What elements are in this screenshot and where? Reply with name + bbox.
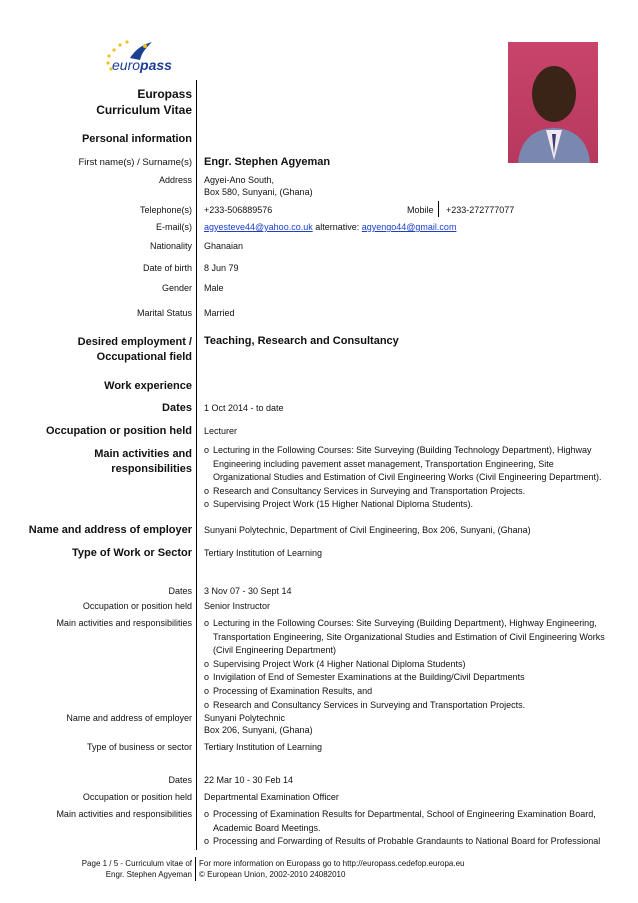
list-item: o Research and Consultancy Services in Surveying and Transportation Projects. [204,699,624,713]
desired-label-line-2: Occupational field [96,351,192,363]
cv-title [96,86,192,118]
list-item: o Lecturing in the Following Courses: Site Surveying (Building Technology Department), Highway Engineering including pavement asset management, Transportation Engineering, Site Organizational Studies and Estimation of Civil Engineering Works (Civil Engineering Department). [204,444,624,485]
footer-page-info [82,858,192,880]
job3-position: Departmental Examination Officer [204,792,339,802]
list-item: o Processing of Examination Results, and [204,685,624,699]
list-item: o Processing of Examination Results for Departmental, School of Engineering Examination Board, Academic Board Meetings. [204,808,624,835]
job2-dates-label: Dates [168,586,192,596]
footer-europass-info [199,858,465,880]
list-item: o Lecturing in the Following Courses: Site Surveying (Building Department), Highway Engineering, Transportation Engineering, Site Organizational Studies and Estimation of Civil Engineering Works (Civil Engineering Department) [204,617,624,658]
job1-occupation-label: Occupation or position held [45,425,192,437]
person-photo-icon [508,42,598,163]
job1-sector: Tertiary Institution of Learning [204,548,323,558]
job3-activities-label: Main activities and responsibilities [56,809,192,819]
gender-label: Gender [161,283,192,293]
marital-label: Marital Status [136,308,192,318]
footer-info-line-1: For more information on Europass go to http://europass.cedefop.europa.eu [199,859,465,868]
title-line-europass: Europass [137,87,192,101]
job2-position: Senior Instructor [204,601,271,611]
column-divider [196,80,197,850]
job1-position: Lecturer [204,426,238,436]
list-item: o Invigilation of End of Semester Examinations at the Building/Civil Departments [204,671,624,685]
email-separator: alternative: [312,222,362,232]
telephone-value: +233-506889576 [204,205,273,215]
job2-activities-list [204,617,624,712]
job2-sector-label: Type of business or sector [86,742,192,752]
footer-divider [195,857,196,881]
desired-label-line-1: Desired employment / [77,336,192,348]
mobile-label: Mobile [407,205,434,215]
list-item: o Supervising Project Work (4 Higher National Diploma Students) [204,658,624,672]
desired-employment-label [78,335,192,365]
email-row [204,222,456,232]
europass-logo [100,38,180,76]
list-item: o Processing and Forwarding of Results of Probable Grandaunts to National Board for Professional [204,835,624,849]
desired-employment-value: Teaching, Research and Consultancy [204,335,399,347]
dob-value: 8 Jun 79 [204,263,239,273]
job2-activities-label: Main activities and responsibilities [56,618,192,628]
list-item: o Supervising Project Work (15 Higher National Diploma Students). [204,498,624,512]
job2-occupation-label: Occupation or position held [82,601,192,611]
list-item: o Research and Consultancy Services in Surveying and Transportation Projects. [204,485,624,499]
gender-value: Male [204,283,224,293]
dob-label: Date of birth [142,263,192,273]
footer-page-line-1: Page 1 / 5 - Curriculum vitae of [81,859,192,868]
profile-photo [508,42,598,163]
name-label: First name(s) / Surname(s) [78,157,192,168]
activities-label-line-1: Main activities and [94,448,192,460]
email-label: E-mail(s) [156,222,192,232]
mobile-divider [438,201,439,217]
job1-employer-label: Name and address of employer [28,524,192,536]
job1-dates-label: Dates [162,402,192,414]
job3-activities-list [204,808,624,849]
email-link-alternative[interactable]: agyengo44@gmail.com [361,222,457,232]
job2-employer-label: Name and address of employer [66,713,192,723]
logo-text-pass: pass [140,57,172,73]
activities-label-line-2: responsibilities [111,463,192,475]
full-name: Engr. Stephen Agyeman [204,156,331,168]
job1-sector-label: Type of Work or Sector [71,547,192,559]
job3-dates-label: Dates [168,775,192,785]
job3-occupation-label: Occupation or position held [82,792,192,802]
section-work-experience: Work experience [104,380,192,392]
job1-activities-list [204,444,624,512]
address-line-2: Box 580, Sunyani, (Ghana) [204,187,313,197]
job2-employer-line-2: Box 206, Sunyani, (Ghana) [204,725,313,735]
marital-value: Married [204,308,235,318]
job1-employer: Sunyani Polytechnic, Department of Civil Engineering, Box 206, Sunyani, (Ghana) [204,525,531,535]
job3-dates: 22 Mar 10 - 30 Feb 14 [204,775,294,785]
job2-dates: 3 Nov 07 - 30 Sept 14 [204,586,292,596]
address-label: Address [158,175,192,185]
footer-info-line-2: © European Union, 2002-2010 24082010 [199,870,346,879]
job2-employer-line-1: Sunyani Polytechnic [204,713,286,723]
telephone-label: Telephone(s) [139,205,192,215]
email-link-primary[interactable]: agyesteve44@yahoo.co.uk [204,222,313,232]
address-line-1: Agyei-Ano South, [204,175,275,185]
mobile-value: +233-272777077 [446,205,515,215]
section-personal-information: Personal information [81,133,192,145]
job2-sector: Tertiary Institution of Learning [204,742,323,752]
job1-activities-label [94,447,192,477]
logo-text-euro: euro [112,57,141,73]
nationality-label: Nationality [149,241,192,251]
footer-page-line-2: Engr. Stephen Agyeman [105,870,192,879]
job1-dates: 1 Oct 2014 - to date [204,403,284,413]
title-line-cv: Curriculum Vitae [96,103,192,117]
nationality-value: Ghanaian [204,241,244,251]
